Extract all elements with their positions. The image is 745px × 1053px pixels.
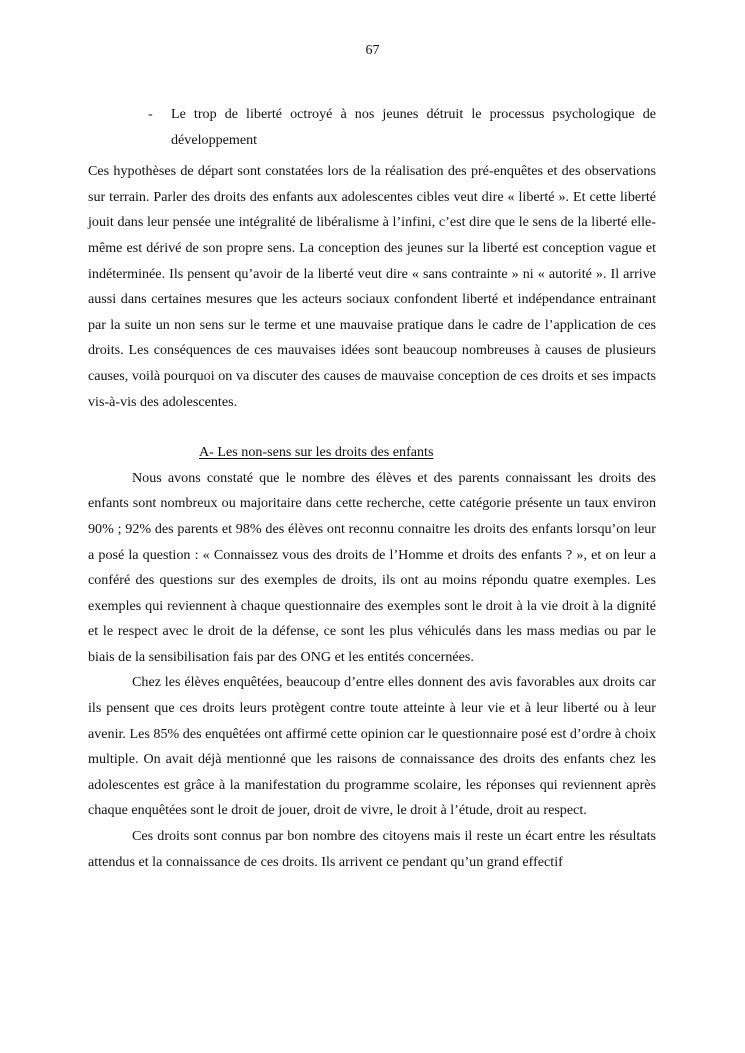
paragraph-hypotheses: Ces hypothèses de départ sont constatées lors de la réalisation des pré-enquêtes et des observations sur terrain. Parler des droits des enfants aux adolescentes cibles veut dire « liberté ». Et cette liberté jouit dans leur pensée une intégralité de libéralisme à l’infini, c’est dire que le sens de la liberté elle-même est dérivé de son propre sens. La conception des jeunes sur la liberté est conception vague et indéterminée. Ils pensent qu’avoir de la liberté veut dire « sans contrainte » ni « autorité ». Il arrive aussi dans certaines mesures que les acteurs sociaux confondent liberté et indépendance entrainant par la suite un non sens sur le terme et une mauvaise pratique dans le cadre de l’application de ces droits. Les conséquences de ces mauvaises idées sont beaucoup nombreuses à causes de plusieurs causes, voilà pourquoi on va discuter des causes de mauvaise conception de ces droits et ses impacts vis-à-vis des adolescentes. bbox=[88, 163, 656, 410]
page-number: 67 bbox=[365, 43, 380, 58]
paragraph-rights-gap: Ces droits sont connus par bon nombre des citoyens mais il reste un écart entre les résultats attendus et la connaissance de ces droits. Ils arrivent ce pendant qu’un grand effectif bbox=[88, 828, 656, 870]
paragraph-students: Chez les élèves enquêtées, beaucoup d’entre elles donnent des avis favorables aux droits car ils pensent que ces droits leurs protègent contre toute atteinte à leur vie et à leur liberté ou à leur avenir. Les 85% des enquêtées ont affirmé cette opinion car le questionnaire posé est d’ordre à choix multiple. On avait déjà mentionné que les raisons de connaissance des droits des enfants chez les adolescentes est grâce à la manifestation du programme scolaire, les réponses qui reviennent après chaque enquêtées sont le droit de jouer, droit de vivre, le droit à l’étude, droit au respect. bbox=[88, 674, 656, 819]
section-heading: A- Les non-sens sur les droits des enfants bbox=[199, 444, 434, 461]
bullet-item bbox=[88, 102, 656, 153]
bullet-dash: - bbox=[148, 106, 153, 122]
page-content bbox=[88, 102, 656, 875]
bullet-text: Le trop de liberté octroyé à nos jeunes détruit le processus psychologique de développement bbox=[171, 106, 656, 148]
paragraph-knowledge: Nous avons constaté que le nombre des élèves et des parents connaissant les droits des enfants sont nombreux ou majoritaire dans cette recherche, cette catégorie présente un taux environ 90% ; 92% des parents et 98% des élèves ont reconnu connaitre les droits des enfants lorsqu’on leur a posé la question : « Connaissez vous des droits de l’Homme et droits des enfants ? », et on leur a conféré des questions sur des exemples de droits, ils ont au moins répondu quatre exemples. Les exemples qui reviennent à chaque questionnaire des exemples sont le droit à la vie droit à la dignité et le respect avec le droit de la défense, ce sont les plus véhiculés dans les mass medias ou par le biais de la sensibilisation fais par des ONG et les entités concernées. bbox=[88, 469, 656, 665]
